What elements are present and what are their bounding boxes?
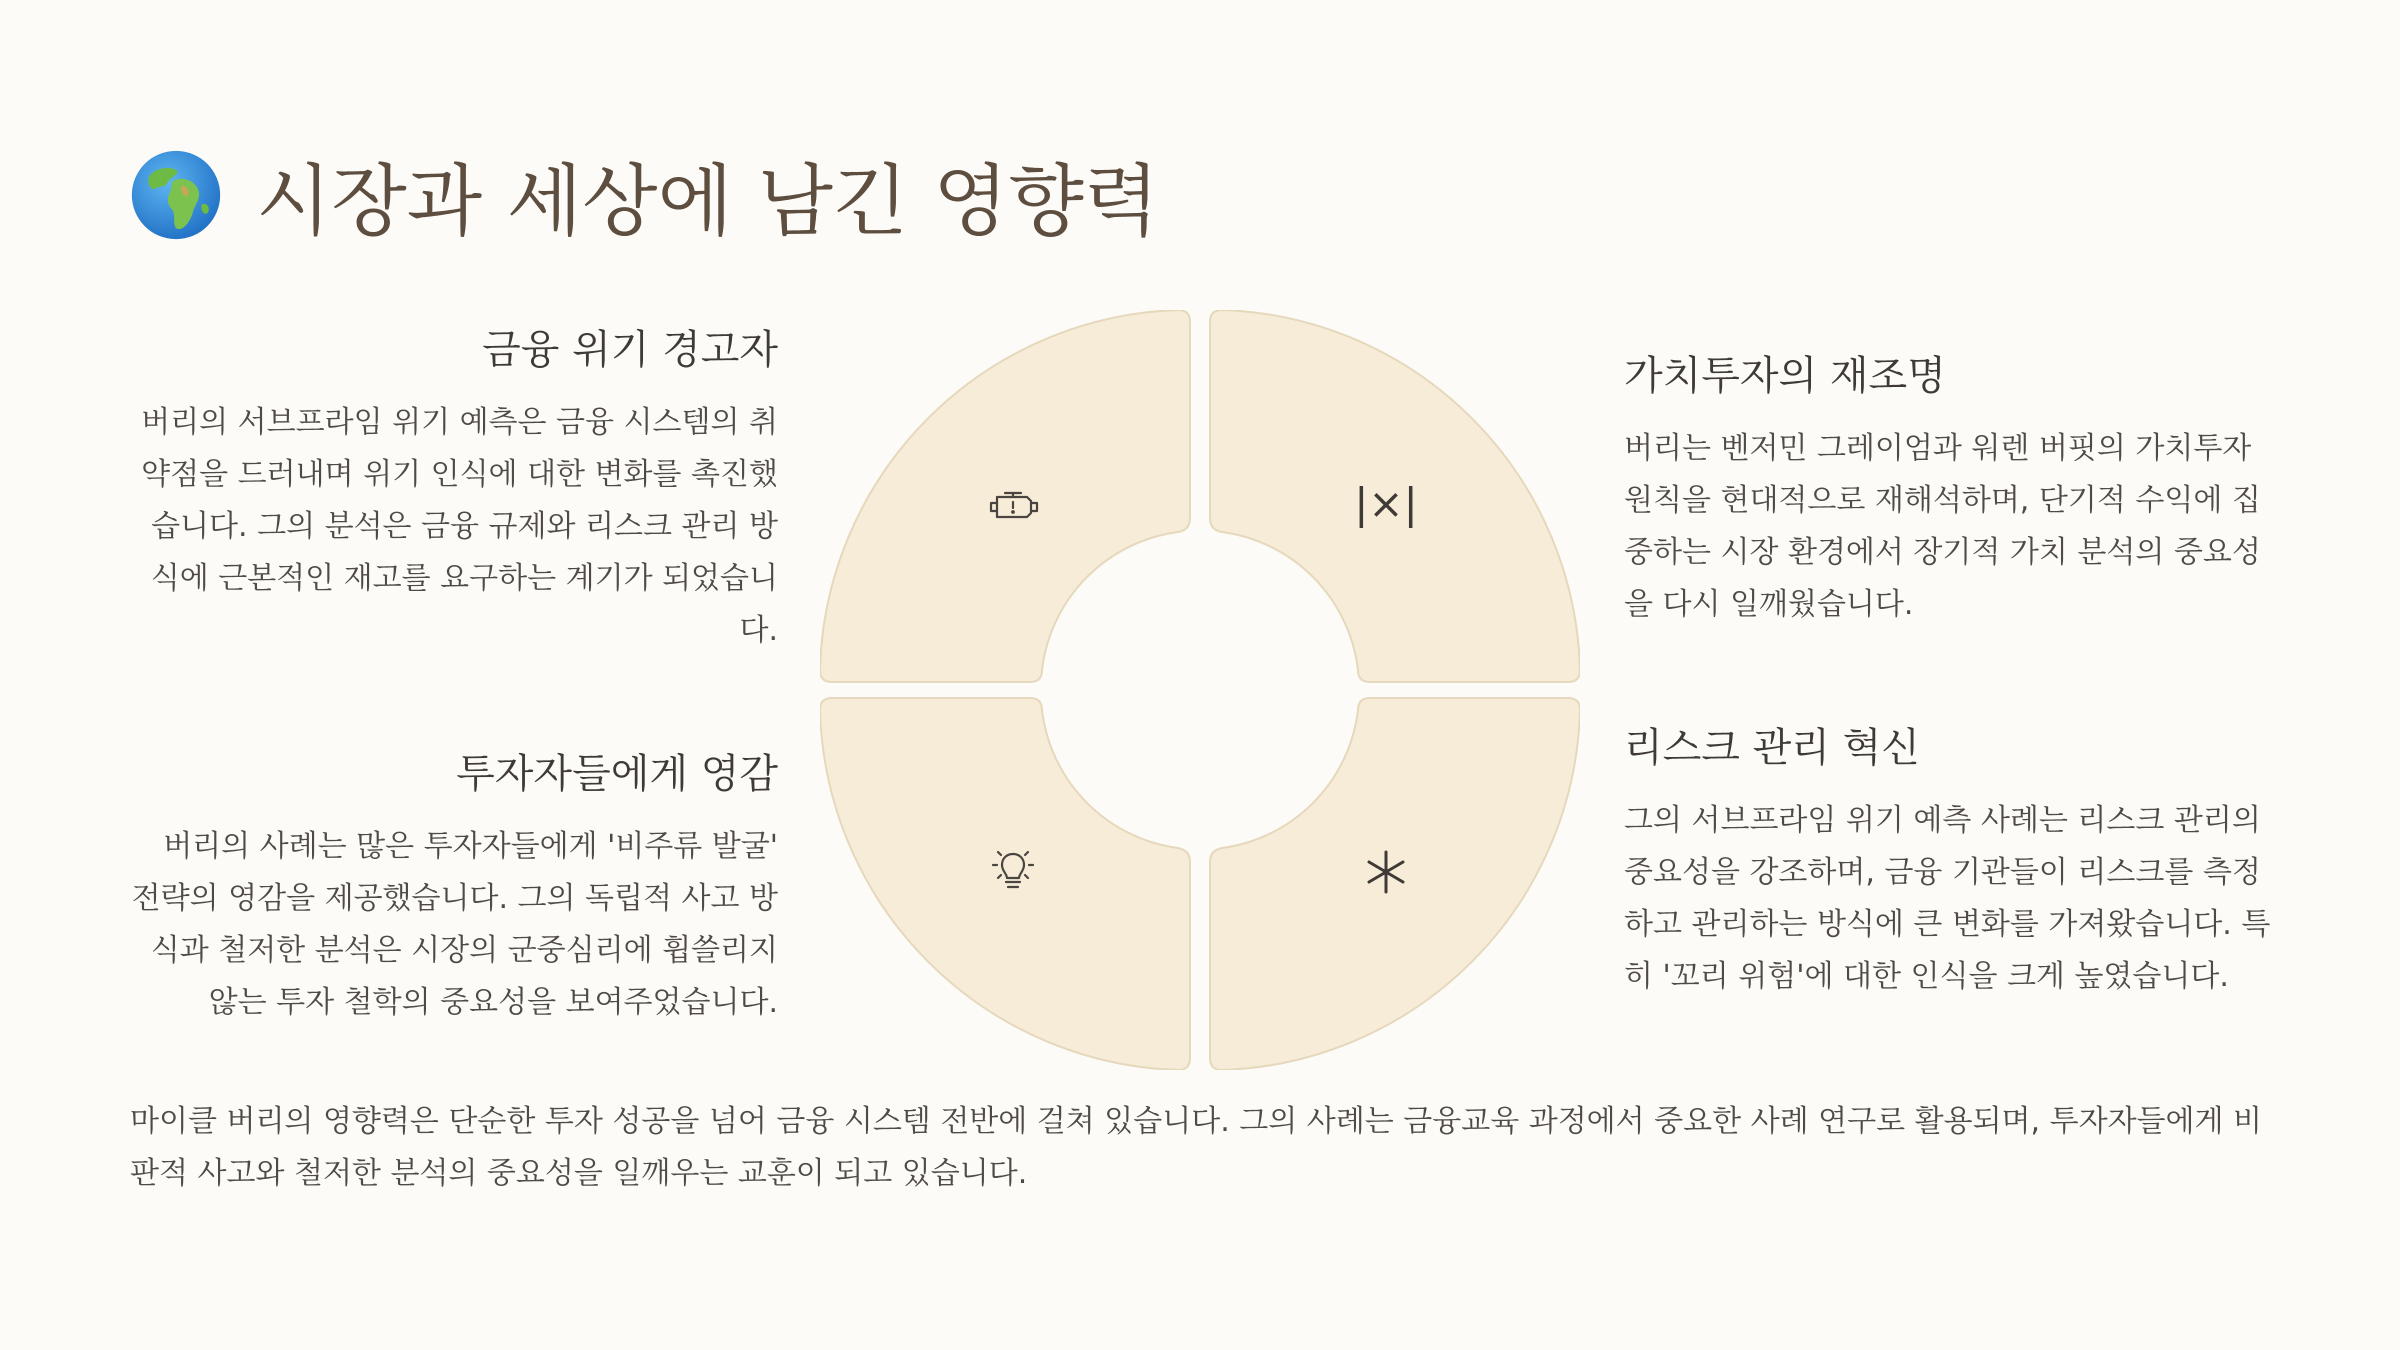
block-body: 버리의 서브프라임 위기 예측은 금융 시스템의 취약점을 드러내며 위기 인식에 대한 변화를 촉진했습니다. 그의 분석은 금융 규제와 리스크 관리 방식에 근본적인 재고를 요구하는 계기가 되었습니다. [141,405,778,648]
block-title: 투자자들에게 영감 [456,751,778,797]
block-body: 그의 서브프라임 위기 예측 사례는 리스크 관리의 중요성을 강조하며, 금융 기관들이 리스크를 측정하고 관리하는 방식에 큰 변화를 가져왔습니다. 특히 '꼬리 위험'에 대한 인식을 크게 높였습니다. [1624,803,2271,994]
value-investing-block [1624,344,2274,631]
block-title: 금융 위기 경고자 [482,327,778,373]
page-title: 시장과 세상에 남긴 영향력 [256,157,1160,247]
footer-summary: 마이클 버리의 영향력은 단순한 투자 성공을 넘어 금융 시스템 전반에 걸쳐 있습니다. 그의 사례는 금융교육 과정에서 중요한 사례 연구로 활용되며, 투자자들에게 비판적 사고와 철저한 분석의 중요성을 일깨우는 교훈이 되고 있습니다. [130,1104,2263,1191]
globe-icon [130,149,222,241]
title-row [130,140,1159,250]
segment-bottom-right [1210,698,1580,1070]
risk-management-block [1624,716,2274,1003]
block-body: 버리는 벤저민 그레이엄과 워렌 버핏의 가치투자 원칙을 현대적으로 재해석하며, 단기적 수익에 집중하는 시장 환경에서 장기적 가치 분석의 중요성을 다시 일깨웠습니다. [1624,431,2261,622]
investor-inspiration-block [128,742,778,1029]
block-title: 리스크 관리 혁신 [1624,725,1920,771]
quadrant-diagram [820,310,1580,1070]
segment-bottom-left [820,698,1190,1070]
absolute-x-icon: |×| [1354,479,1418,528]
block-body: 버리의 사례는 많은 투자자들에게 '비주류 발굴' 전략의 영감을 제공했습니다. 그의 독립적 사고 방식과 철저한 분석은 시장의 군중심리에 휩쓸리지 않는 투자 철학의 중요성을 보여주었습니다. [131,829,778,1020]
financial-crisis-warner-block [128,318,778,657]
block-title: 가치투자의 재조명 [1624,353,1946,399]
